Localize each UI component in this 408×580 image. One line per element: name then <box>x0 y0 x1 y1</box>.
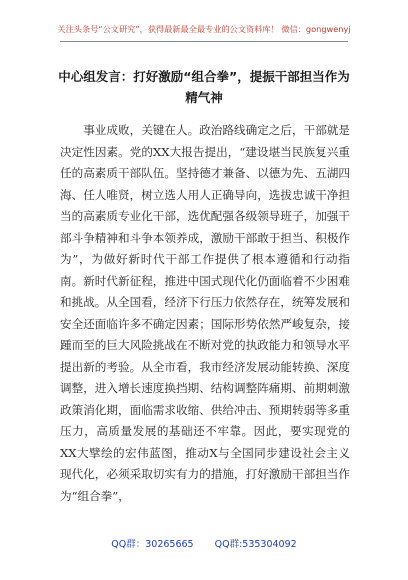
footer-qq-group-2: QQ群:535304092 <box>214 539 297 550</box>
header-note: 关注头条号“公文研究”，获得最新最全最专业的公文资料库！ 微信：gongwenyj <box>57 24 351 34</box>
header-divider <box>60 41 348 42</box>
document-title: 中心组发言：打好激励“组合拳”，提振干部担当作为精气神 <box>58 69 350 105</box>
footer-contact <box>0 536 408 550</box>
footer-qq-group-1: QQ群：30265665 <box>111 539 194 550</box>
document-body-paragraph: 事业成败，关键在人。政治路线确定之后，干部就是决定性因素。党的XX大报告提出，“建设堪当民族复兴重任的高素质干部队伍。坚持德才兼备、以德为先、五湖四海、任人唯贤，树立选人用人正确导向，选拔忠诚干净担当的高素质专业化干部，选优配强各级领导班子，加强干部斗争精神和斗争本领养成，激励干部敢于担当、积极作为”，为做好新时代干部工作提供了根本遵循和行动指南。新时代新征程，推进中国式现代化仍面临着不少困难和挑战。从全国看，经济下行压力依然存在，统筹发展和安全还面临许多不确定因素；国际形势依然严峻复杂，接踵而至的巨大风险挑战在不断对党的执政能力和领导水平提出新的考验。从全市看，我市经济发展动能转换、深度调整，进入增长速度换挡期、结构调整阵痛期、前期刺激政策消化期，面临需求收缩、供给冲击、预期转弱等多重压力，高质量发展的基础还不牢靠。因此，要实现党的XX大擘绘的宏伟蓝图，推动X与全国同步建设社会主义现代化，必须采取切实有力的措施，打好激励干部担当作为“组合拳”， <box>60 123 350 503</box>
